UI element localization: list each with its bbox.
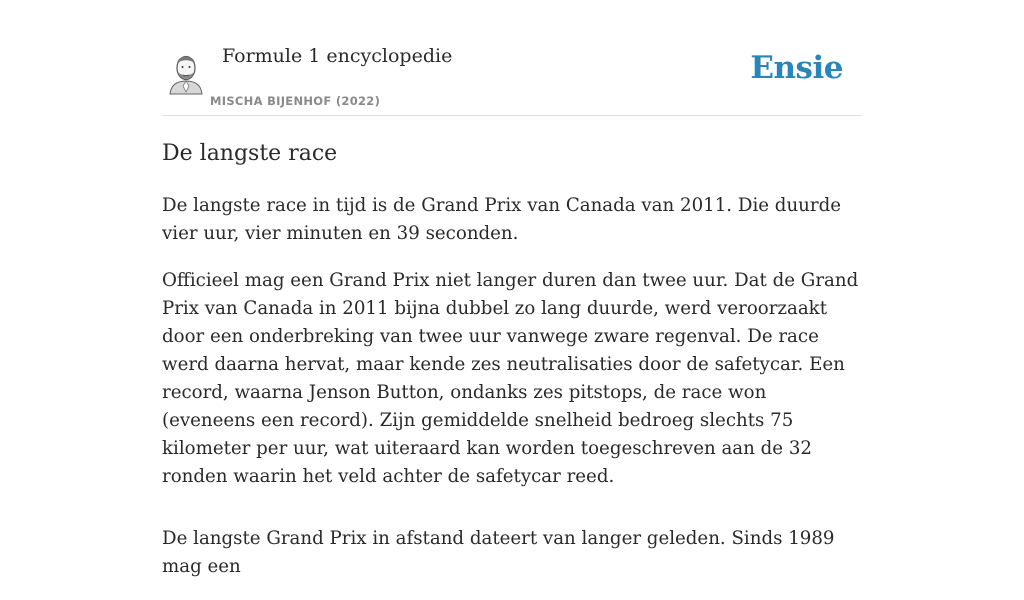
ensie-logo[interactable]: Ensie — [750, 50, 843, 86]
author-avatar-icon — [166, 48, 206, 94]
book-title[interactable]: Formule 1 encyclopedie — [222, 45, 453, 67]
article-paragraph: De langste Grand Prix in afstand dateert van langer geleden. Sinds 1989 mag een — [162, 528, 835, 577]
author-byline: MISCHA BIJENHOF (2022) — [210, 94, 381, 108]
article-title: De langste race — [162, 141, 338, 166]
article — [162, 138, 862, 600]
header — [162, 0, 862, 116]
article-paragraph: Officieel mag een Grand Prix niet langer duren dan twee uur. Dat de Grand Prix van Canada in 2011 bijna dubbel zo lang duurde, werd veroorzaakt door een onderbreking van twee uur vanwege zware regenval. De race werd daarna hervat, maar kende zes neutralisaties door de safetycar. Een record, waarna Jenson Button, ondanks zes pitstops, de race won (eveneens een record). Zijn gemiddelde snelheid bedroeg slechts 75 kilometer per uur, wat uiteraard kan worden toegeschreven aan de 32 ronden waarin het veld achter de safetycar reed. — [162, 270, 859, 487]
article-paragraph: De langste race in tijd is de Grand Prix van Canada van 2011. Die duurde vier uur, vier minuten en 39 seconden. — [162, 195, 841, 244]
